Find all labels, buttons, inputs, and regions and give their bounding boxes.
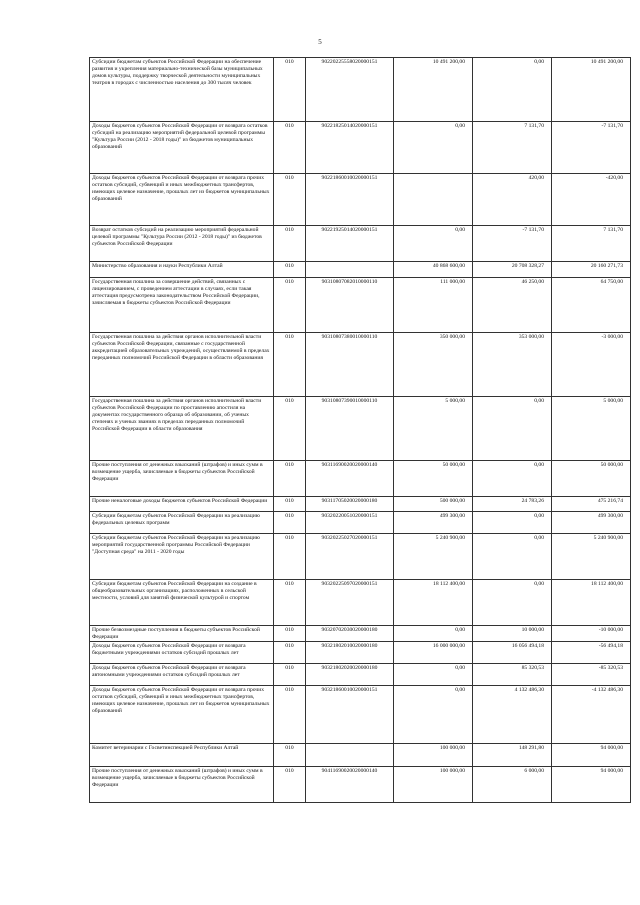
actual-amount-cell: 0,00 [473,512,552,534]
actual-amount-cell: 0,00 [473,580,552,626]
row-name-cell: Субсидии бюджетам субъектов Российской Федерации на реализацию мероприятий государственной программы Российской Федерации "Доступная среда" на 2011 - 2020 годы [90,534,274,580]
remainder-amount-cell: -85 320,53 [552,664,631,686]
planned-amount-cell: 500 000,00 [394,497,473,512]
admin-code-cell: 010 [274,278,306,333]
admin-code-cell: 010 [274,686,306,744]
table-row [90,122,631,174]
planned-amount-cell: 10 491 200,00 [394,58,473,122]
actual-amount-cell: 85 320,53 [473,664,552,686]
budget-code-cell: 90221860010020000151 [306,174,394,226]
budget-code-cell: 90310807390010000110 [306,397,394,461]
admin-code-cell: 010 [274,461,306,497]
row-name-cell: Прочие неналоговые доходы бюджетов субъектов Российской Федерации [90,497,274,512]
planned-amount-cell: 100 000,00 [394,744,473,767]
budget-code-cell: 90320220051020000151 [306,512,394,534]
admin-code-cell: 010 [274,512,306,534]
planned-amount-cell: 5 000,00 [394,397,473,461]
planned-amount-cell: 499 300,00 [394,512,473,534]
planned-amount-cell: 40 868 600,00 [394,262,473,278]
row-name-cell: Субсидии бюджетам субъектов Российской Федерации на реализацию федеральных целевых программ [90,512,274,534]
remainder-amount-cell: 5 000,00 [552,397,631,461]
budget-code-cell: 90221925014020000151 [306,226,394,262]
planned-amount-cell: 5 240 900,00 [394,534,473,580]
remainder-amount-cell: -420,00 [552,174,631,226]
remainder-amount-cell: 499 300,00 [552,512,631,534]
remainder-amount-cell: -7 131,70 [552,122,631,174]
remainder-amount-cell: 94 000,00 [552,744,631,767]
remainder-amount-cell: -56 494,18 [552,642,631,664]
remainder-amount-cell: 20 160 271,73 [552,262,631,278]
planned-amount-cell: 16 000 000,00 [394,642,473,664]
budget-code-cell: 90311705020020000180 [306,497,394,512]
admin-code-cell: 010 [274,664,306,686]
admin-code-cell: 010 [274,58,306,122]
table-row [90,397,631,461]
table-row [90,534,631,580]
revenue-table [89,57,631,803]
row-name-cell: Прочие поступления от денежных взысканий (штрафов) и иных сумм в возмещение ущерба, зачисляемые в бюджеты субъектов Российской Федерации [90,767,274,803]
table-row [90,767,631,803]
planned-amount-cell: 0,00 [394,686,473,744]
actual-amount-cell: 0,00 [473,534,552,580]
admin-code-cell: 010 [274,226,306,262]
budget-code-cell: 90320225097020000151 [306,580,394,626]
admin-code-cell: 010 [274,767,306,803]
actual-amount-cell: 10 000,00 [473,626,552,642]
remainder-amount-cell: -4 132 486,30 [552,686,631,744]
admin-code-cell: 010 [274,580,306,626]
row-name-cell: Комитет ветеринарии с Госветинспекцией Республики Алтай [90,744,274,767]
row-name-cell: Государственная пошлина за совершение действий, связанных с лицензированием, с проведением аттестации в случаях, если такая аттестация предусмотрена законодательством Российской Федерации, зачисляемая в бюджеты субъектов Российской Федерации [90,278,274,333]
actual-amount-cell: 20 708 328,27 [473,262,552,278]
page-number: 5 [318,38,322,46]
budget-code-cell: 90411690020020000140 [306,767,394,803]
table-row [90,744,631,767]
row-name-cell: Доходы бюджетов субъектов Российской Федерации от возврата автономными учреждениями остатков субсидий прошлых лет [90,664,274,686]
planned-amount-cell: 0,00 [394,226,473,262]
table-row [90,686,631,744]
admin-code-cell: 010 [274,174,306,226]
actual-amount-cell: 4 132 486,30 [473,686,552,744]
planned-amount-cell: 0,00 [394,122,473,174]
revenue-table-body [90,58,631,803]
planned-amount-cell [394,174,473,226]
table-row [90,461,631,497]
budget-code-cell: 90321860010020000151 [306,686,394,744]
table-row [90,278,631,333]
budget-code-cell: 90320225027020000151 [306,534,394,580]
admin-code-cell: 010 [274,744,306,767]
actual-amount-cell: 353 000,00 [473,333,552,397]
budget-code-cell: 90321802010020000180 [306,642,394,664]
admin-code-cell: 010 [274,497,306,512]
actual-amount-cell: 0,00 [473,58,552,122]
table-row [90,664,631,686]
row-name-cell: Субсидии бюджетам субъектов Российской Федерации на создание в общеобразовательных организациях, расположенных в сельской местности, условий для занятий физической культурой и спортом [90,580,274,626]
planned-amount-cell: 0,00 [394,664,473,686]
remainder-amount-cell: 18 112 400,00 [552,580,631,626]
remainder-amount-cell: 94 000,00 [552,767,631,803]
remainder-amount-cell: 10 491 200,00 [552,58,631,122]
actual-amount-cell: 148 291,80 [473,744,552,767]
row-name-cell: Доходы бюджетов субъектов Российской Федерации от возврата прочих остатков субсидий, субвенций и иных межбюджетных трансфертов, имеющих целевое назначение, прошлых лет из бюджетов муниципальных образований [90,686,274,744]
budget-code-cell [306,262,394,278]
row-name-cell: Прочие безвозмездные поступления в бюджеты субъектов Российской Федерации [90,626,274,642]
row-name-cell: Доходы бюджетов субъектов Российской Федерации от возврата бюджетными учреждениями остатков субсидий прошлых лет [90,642,274,664]
actual-amount-cell: 46 250,00 [473,278,552,333]
table-row [90,642,631,664]
budget-code-cell: 90220225558020000151 [306,58,394,122]
actual-amount-cell: 6 000,00 [473,767,552,803]
actual-amount-cell: 0,00 [473,397,552,461]
planned-amount-cell: 0,00 [394,626,473,642]
actual-amount-cell: 420,00 [473,174,552,226]
actual-amount-cell: -7 131,70 [473,226,552,262]
row-name-cell: Доходы бюджетов субъектов Российской Федерации от возврата прочих остатков субсидий, субвенций и иных межбюджетных трансфертов, имеющих целевое назначение, прошлых лет из бюджетов муниципальных образований [90,174,274,226]
budget-code-cell: 90221825014020000151 [306,122,394,174]
budget-code-cell [306,744,394,767]
planned-amount-cell: 350 000,00 [394,333,473,397]
admin-code-cell: 010 [274,534,306,580]
budget-code-cell: 90320702030020000180 [306,626,394,642]
planned-amount-cell: 18 112 400,00 [394,580,473,626]
remainder-amount-cell: 7 131,70 [552,226,631,262]
row-name-cell: Доходы бюджетов субъектов Российской Федерации от возврата остатков субсидий на реализацию мероприятий федеральной целевой программы "Культура России (2012 - 2018 годы)" из бюджетов муниципальных образований [90,122,274,174]
remainder-amount-cell: 50 000,00 [552,461,631,497]
remainder-amount-cell: 475 216,74 [552,497,631,512]
row-name-cell: Государственная пошлина за действия органов исполнительной власти субъектов Российской Федерации, связанные с государственной аккредитацией образовательных учреждений, осуществляемой в пределах переданных полномочий Российской Федерации в области образования [90,333,274,397]
row-name-cell: Прочие поступления от денежных взысканий (штрафов) и иных сумм в возмещение ущерба, зачисляемые в бюджеты субъектов Российской Федерации [90,461,274,497]
planned-amount-cell: 50 000,00 [394,461,473,497]
admin-code-cell: 010 [274,642,306,664]
remainder-amount-cell: -10 000,00 [552,626,631,642]
planned-amount-cell: 111 000,00 [394,278,473,333]
actual-amount-cell: 16 056 494,18 [473,642,552,664]
admin-code-cell: 010 [274,626,306,642]
actual-amount-cell: 0,00 [473,461,552,497]
row-name-cell: Субсидии бюджетам субъектов Российской Федерации на обеспечение развития и укрепления материально-технической базы муниципальных домов культуры, поддержку творческой деятельности муниципальных театров в городах с численностью населения до 300 тысяч человек [90,58,274,122]
actual-amount-cell: 7 131,70 [473,122,552,174]
row-name-cell: Возврат остатков субсидий на реализацию мероприятий федеральной целевой программы "Культура России (2012 - 2018 годы)" из бюджетов субъектов Российской Федерации [90,226,274,262]
table-row [90,262,631,278]
planned-amount-cell: 100 000,00 [394,767,473,803]
row-name-cell: Министерство образования и науки Республики Алтай [90,262,274,278]
table-row [90,226,631,262]
budget-code-cell: 90310807082010000110 [306,278,394,333]
row-name-cell: Государственная пошлина за действия органов исполнительной власти субъектов Российской Федерации по проставлению апостиля на документах государственного образца об образовании, об ученых степенях и ученых званиях в пределах переданных полномочий Российской Федерации в области образования [90,397,274,461]
admin-code-cell: 010 [274,333,306,397]
admin-code-cell: 010 [274,262,306,278]
table-row [90,512,631,534]
budget-code-cell: 90311690020020000140 [306,461,394,497]
table-row [90,497,631,512]
table-row [90,333,631,397]
table-row [90,626,631,642]
budget-code-cell: 90310807380010000110 [306,333,394,397]
budget-code-cell: 90321802020020000180 [306,664,394,686]
actual-amount-cell: 24 783,26 [473,497,552,512]
table-row [90,174,631,226]
remainder-amount-cell: 64 750,00 [552,278,631,333]
table-row [90,58,631,122]
remainder-amount-cell: 5 240 900,00 [552,534,631,580]
admin-code-cell: 010 [274,122,306,174]
admin-code-cell: 010 [274,397,306,461]
table-row [90,580,631,626]
remainder-amount-cell: -3 000,00 [552,333,631,397]
